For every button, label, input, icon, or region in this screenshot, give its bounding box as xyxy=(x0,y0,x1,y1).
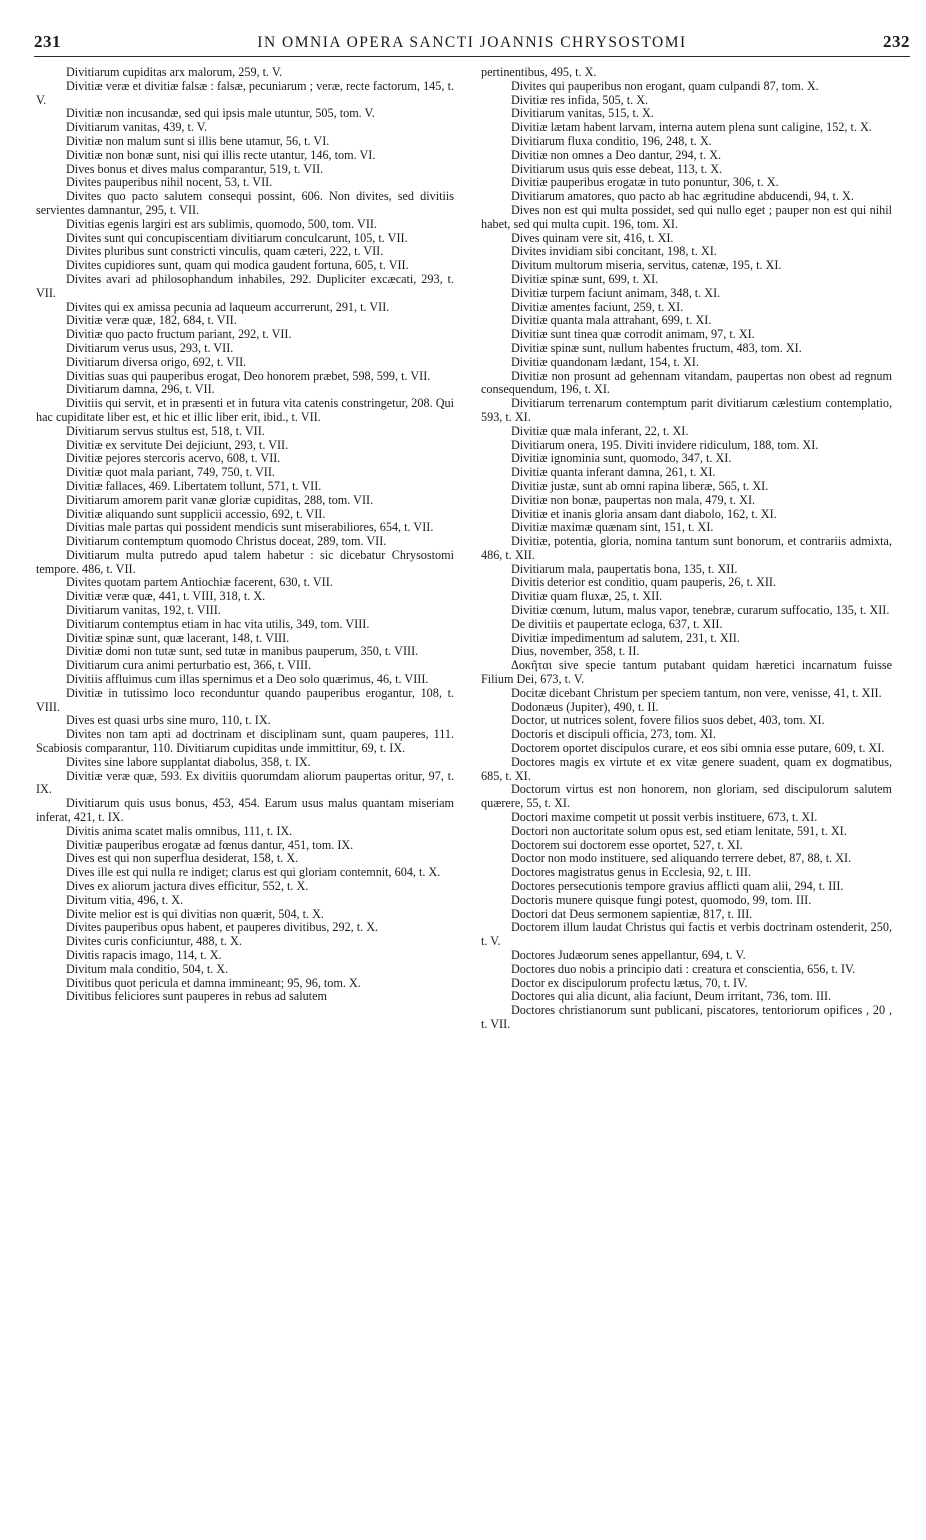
index-entry: Divitis deterior est conditio, quam pauperis, 26, t. XII. xyxy=(511,575,777,590)
index-entry: Divitiarum servus stultus est, 518, t. VII. xyxy=(66,423,265,438)
index-entry: Divitiæ pejores stercoris acervo, 608, t. VII. xyxy=(66,451,281,466)
index-entry: Divitiæ pauperibus erogatæ ad fœnus dantur, 451, tom. IX. xyxy=(66,837,354,852)
index-entry: Divites quo pacto salutem consequi possint, 606. Non divites, sed divitiis servientes damnantur, 295, t. VII. xyxy=(36,189,454,217)
index-entry: Divitibus feliciores sunt pauperes in rebus ad salutem xyxy=(66,989,327,1004)
index-entry: Divitiarum cupiditas arx malorum, 259, t. V. xyxy=(66,65,283,79)
index-entry: Divitiæ spinæ sunt, nullum habentes fructum, 483, tom. XI. xyxy=(511,340,802,355)
index-entry: Divitiæ justæ, sunt ab omni rapina liberæ, 565, t. XI. xyxy=(511,478,769,493)
index-entry: Divites curis conficiuntur, 488, t. X. xyxy=(66,934,242,949)
index-entry: Dives ille est qui nulla re indiget; clarus est qui gloriam contemnit, 604, t. X. xyxy=(66,865,441,880)
index-entry: Divitias male partas qui possident mendicis sunt miserabiliores, 654, t. VII. xyxy=(66,520,434,535)
right-index-column xyxy=(481,66,892,1032)
index-entry: Divites sine labore supplantat diabolus, 358, t. IX. xyxy=(66,754,311,769)
index-entry: Divitiæ non incusandæ, sed qui ipsis male utuntur, 505, tom. V. xyxy=(66,106,375,121)
index-entry: Doctori maxime competit ut possit verbis instituere, 673, t. XI. xyxy=(511,810,818,825)
index-entry: Divitias egenis largiri est ars sublimis, quomodo, 500, tom. VII. xyxy=(66,216,377,231)
index-entry: Dives non est qui multa possidet, sed qui nullo eget ; pauper non est qui nihil habet, sed qui multa cupit. 196, tom. XI. xyxy=(481,202,892,231)
index-entry: Divitiæ non bonæ sunt, nisi qui illis recte utantur, 146, tom. VI. xyxy=(66,147,376,162)
index-entry: Dives bonus et dives malus comparantur, 519, t. VII. xyxy=(66,161,324,176)
index-entry: Divites pluribus sunt constricti vinculis, quam cæteri, 222, t. VII. xyxy=(66,244,384,259)
index-entry: Divitiæ pauperibus erogatæ in tuto ponuntur, 306, t. X. xyxy=(511,175,779,190)
index-entry: Divitiarum mala, paupertatis bona, 135, t. XII. xyxy=(511,561,738,576)
index-entry: Divitiæ amentes faciunt, 259, t. XI. xyxy=(511,299,684,314)
index-entry: Divitiarum amatores, quo pacto ab hac ægritudine abducendi, 94, t. X. xyxy=(511,189,854,204)
index-entry: Divites invidiam sibi concitant, 198, t. XI. xyxy=(511,244,717,259)
index-entry: Divitiæ turpem faciunt animam, 348, t. XI. xyxy=(511,285,721,300)
index-entry: Divitiarum contemptus etiam in hac vita utilis, 349, tom. VIII. xyxy=(66,616,370,631)
index-entry: Divitum multorum miseria, servitus, catenæ, 195, t. XI. xyxy=(511,258,782,273)
index-entry: Divitiæ non prosunt ad gehennam vitandam, paupertas non obest ad regnum consequendum, 196, t. XI. xyxy=(481,368,892,397)
index-entry: Doctoris et discipuli officia, 273, tom. XI. xyxy=(511,727,716,742)
index-entry: Doctorem sui doctorem esse oportet, 527, t. XI. xyxy=(511,837,743,852)
index-entry: Doctores duo nobis a principio dati : creatura et conscientia, 656, t. IV. xyxy=(511,961,856,976)
index-entry: Divitiæ domi non tutæ sunt, sed tutæ in manibus pauperum, 350, t. VIII. xyxy=(66,644,419,659)
index-entry: Divitiarum verus usus, 293, t. VII. xyxy=(66,340,234,355)
index-entry: Divitis rapacis imago, 114, t. X. xyxy=(66,948,222,962)
index-entry: Divitiarum contemptum quomodo Christus doceat, 289, tom. VII. xyxy=(66,534,387,549)
index-entry: Divitum vitia, 496, t. X. xyxy=(66,892,184,907)
index-entry: Doctores qui alia dicunt, alia faciunt, Deum irritant, 736, tom. III. xyxy=(511,989,832,1004)
index-entry: Divitiæ et inanis gloria ansam dant diabolo, 162, t. XI. xyxy=(511,506,777,521)
index-entry: Divites quotam partem Antiochiæ facerent, 630, t. VII. xyxy=(66,575,333,590)
index-entry: Divitiæ quanta inferant damna, 261, t. XI. xyxy=(511,465,716,480)
index-entry: Divitiæ lætam habent larvam, interna autem plena sunt caligine, 152, t. X. xyxy=(511,120,872,135)
index-entry: Divitiæ quot mala pariant, 749, 750, t. VII. xyxy=(66,465,275,480)
index-entry: Divitiæ non bonæ, paupertas non mala, 479, t. XI. xyxy=(511,492,756,507)
index-entry: Doctori dat Deus sermonem sapientiæ, 817, t. III. xyxy=(511,906,753,921)
index-entry: Divitiarum cura animi perturbatio est, 366, t. VIII. xyxy=(66,658,312,673)
index-entry: Divitiæ quæ mala inferant, 22, t. XI. xyxy=(511,423,689,438)
index-entry: pertinentibus, 495, t. X. xyxy=(481,65,597,79)
index-entry: Divitiæ veræ et divitiæ falsæ : falsæ, pecuniarum ; veræ, recte factorum, 145, t. V. xyxy=(36,78,454,107)
index-entry: Divitiarum usus quis esse debeat, 113, t. X. xyxy=(511,161,723,176)
index-entry: Doctorum virtus est non honorem, non gloriam, sed discipulorum salutem quærere, 55, t. XI. xyxy=(481,782,892,811)
index-entry: Divitiarum amorem parit vanæ gloriæ cupiditas, 288, tom. VII. xyxy=(66,492,374,507)
index-entry: Dius, november, 358, t. II. xyxy=(511,644,640,659)
index-entry: Divitiæ sunt tinea quæ corrodit animam, 97, t. XI. xyxy=(511,327,755,342)
index-entry: Divitiæ veræ quæ, 182, 684, t. VII. xyxy=(66,313,237,328)
index-entry: Divitiæ ignominia sunt, quomodo, 347, t. XI. xyxy=(511,451,732,466)
index-entry: De divitiis et paupertate ecloga, 637, t. XII. xyxy=(511,616,723,631)
index-entry: Docitæ dicebant Christum per speciem tantum, non vere, venisse, 41, t. XII. xyxy=(511,685,882,700)
index-entry: Divites sunt qui concupiscentiam divitiarum conculcarunt, 105, t. VII. xyxy=(66,230,408,245)
index-entry: Divites avari ad philosophandum inhabiles, 292. Dupliciter excæcati, 293, t. VII. xyxy=(36,271,454,300)
index-entry: Divites qui ex amissa pecunia ad laqueum accurrerunt, 291, t. VII. xyxy=(66,299,390,314)
index-entry: Divitiis qui servit, et in præsenti et in futura vita catenis constringetur, 208. Qui hac cupiditate liber est, et hic et illic liber erit, ibid., t. VII. xyxy=(36,396,454,424)
index-entry: Divitiæ cœnum, lutum, malus vapor, tenebræ, curarum suffocatio, 135, t. XII. xyxy=(511,603,890,618)
index-entry: Divitiarum multa putredo apud talem habetur : sic dicebatur Chrysostomi tempore. 486, t. VII. xyxy=(36,547,454,576)
index-entry: Divitiæ res infida, 505, t. X. xyxy=(511,92,649,107)
index-entry: Doctores magis ex virtute et ex vitæ genere suadent, quam ex dogmatibus, 685, t. XI. xyxy=(481,754,892,783)
index-entry: Divitiæ, potentia, gloria, nomina tantum sunt bonorum, et contrariis admixta, 486, t. XII. xyxy=(481,534,892,562)
index-entry: Divitiarum quis usus bonus, 453, 454. Earum usus malus quantam miseriam inferat, 421, t. IX. xyxy=(36,796,454,825)
index-entry: Divitiæ spinæ sunt, quæ lacerant, 148, t. VIII. xyxy=(66,630,290,645)
index-entry: Divitiæ maximæ quænam sint, 151, t. XI. xyxy=(511,520,714,535)
index-entry: Divitiis affluimus cum illas spernimus et a Deo solo quærimus, 46, t. VIII. xyxy=(66,672,429,687)
index-entry: Doctor, ut nutrices solent, fovere filios suos debet, 403, tom. XI. xyxy=(511,713,825,728)
page-header xyxy=(34,32,910,57)
left-page-number: 231 xyxy=(34,32,61,51)
index-entry: Doctores persecutionis tempore gravius afflicti quam alii, 294, t. III. xyxy=(511,879,844,894)
index-entry: Divitiæ in tutissimo loco reconduntur quando pauperibus erogantur, 108, t. VIII. xyxy=(36,685,454,714)
index-entry: Divitis anima scatet malis omnibus, 111, t. IX. xyxy=(66,823,293,838)
index-entry: Divitiæ ex servitute Dei dejiciunt, 293, t. VII. xyxy=(66,437,289,452)
index-entry: Doctoris munere quisque fungi potest, quomodo, 99, tom. III. xyxy=(511,892,812,907)
index-entry: Dives ex aliorum jactura dives efficitur, 552, t. X. xyxy=(66,879,309,894)
index-entry: Divites pauperibus opus habent, et pauperes divitibus, 292, t. X. xyxy=(66,920,379,935)
index-entry: Doctores magistratus genus in Ecclesia, 92, t. III. xyxy=(511,865,751,880)
index-entry: Divites non tam apti ad doctrinam et disciplinam sunt, quam pauperes, 111. Scabiosis comparantur, 110. Divitiarum cupiditas unde immittitur, 69, t. IX. xyxy=(36,727,454,756)
index-entry: Divitiarum vanitas, 192, t. VIII. xyxy=(66,603,221,618)
left-index-column xyxy=(36,66,454,1004)
index-entry: Divitiarum onera, 195. Diviti invidere ridiculum, 188, tom. XI. xyxy=(511,437,819,452)
index-entry: Divitiæ quo pacto fructum pariant, 292, t. VII. xyxy=(66,327,292,342)
index-entry: Divitiæ non omnes a Deo dantur, 294, t. X. xyxy=(511,147,722,162)
index-entry: Divitiarum vanitas, 515, t. X. xyxy=(511,106,654,121)
index-entry: Divitiæ veræ quæ, 441, t. VIII, 318, t. X. xyxy=(66,589,266,604)
index-entry: Dives quinam vere sit, 416, t. XI. xyxy=(511,230,674,245)
index-entry: Doctorem illum laudat Christus qui factis et verbis doctrinam ostenderit, 250, t. V. xyxy=(481,920,892,949)
index-entry: Divitiæ quam fluxæ, 25, t. XII. xyxy=(511,589,663,604)
index-entry: Doctorem oportet discipulos curare, et eos sibi omnia esse putare, 609, t. XI. xyxy=(511,741,885,756)
index-entry: Divitiæ impedimentum ad salutem, 231, t. XII. xyxy=(511,630,740,645)
running-title: IN OMNIA OPERA SANCTI JOANNIS CHRYSOSTOMI xyxy=(257,34,687,51)
index-entry: Divitiarum damna, 296, t. VII. xyxy=(66,382,215,397)
index-entry: Divitiarum terrenarum contemptum parit divitiarum cælestium contemplatio, 593, t. XI. xyxy=(481,396,892,424)
index-entry: Divitiæ quanta mala attrahant, 699, t. XI. xyxy=(511,313,712,328)
index-entry: Divites qui pauperibus non erogant, quam culpandi 87, tom. X. xyxy=(511,78,819,93)
index-entry: Divitiæ spinæ sunt, 699, t. XI. xyxy=(511,271,659,286)
index-entry: Divitias suas qui pauperibus erogat, Deo honorem præbet, 598, 599, t. VII. xyxy=(66,368,431,383)
index-entry: Dives est quasi urbs sine muro, 110, t. IX. xyxy=(66,713,271,728)
index-entry: Divite melior est is qui divitias non quærit, 504, t. X. xyxy=(66,906,324,921)
index-entry: Divitiarum vanitas, 439, t. V. xyxy=(66,120,208,135)
index-entry: Divitiæ fallaces, 469. Libertatem tollunt, 571, t. VII. xyxy=(66,478,322,493)
index-entry: Divitiæ non malum sunt si illis bene utamur, 56, t. VI. xyxy=(66,133,330,148)
index-entry: Doctor non modo instituere, sed aliquando terrere debet, 87, 88, t. XI. xyxy=(511,851,852,866)
index-entry: Divitiarum diversa origo, 692, t. VII. xyxy=(66,354,247,369)
index-entry: Doctores christianorum sunt publicani, piscatores, tentoriorum opifices , 20 , t. VII. xyxy=(481,1003,892,1031)
index-entry: Divitibus quot pericula et damna immineant; 95, 96, tom. X. xyxy=(66,975,361,990)
index-entry: Doctor ex discipulorum profectu lætus, 70, t. IV. xyxy=(511,975,748,990)
index-entry: Divitiæ veræ quæ, 593. Ex divitiis quorumdam aliorum paupertas oritur, 97, t. IX. xyxy=(36,768,454,797)
index-entry: Dodonæus (Jupiter), 490, t. II. xyxy=(511,699,659,714)
index-entry: Divitiæ aliquando sunt supplicii accessio, 692, t. VII. xyxy=(66,506,326,521)
index-entry: Divitiæ quandonam lædant, 154, t. XI. xyxy=(511,354,699,369)
index-entry: Δοκῆται sive specie tantum putabant quidam hæretici incarnatum fuisse Filium Dei, 673, t. V. xyxy=(481,658,892,687)
index-entry: Doctori non auctoritate solum opus est, sed etiam lenitate, 591, t. XI. xyxy=(511,823,847,838)
index-entry: Divitum mala conditio, 504, t. X. xyxy=(66,961,229,976)
index-entry: Divites cupidiores sunt, quam qui modica gaudent fortuna, 605, t. VII. xyxy=(66,258,409,273)
index-entry: Dives est qui non superflua desiderat, 158, t. X. xyxy=(66,851,299,866)
right-page-number: 232 xyxy=(882,32,910,51)
index-entry: Divites pauperibus nihil nocent, 53, t. VII. xyxy=(66,175,273,190)
index-entry: Divitiarum fluxa conditio, 196, 248, t. X. xyxy=(511,133,712,148)
index-entry: Doctores Judæorum senes appellantur, 694, t. V. xyxy=(511,948,746,962)
